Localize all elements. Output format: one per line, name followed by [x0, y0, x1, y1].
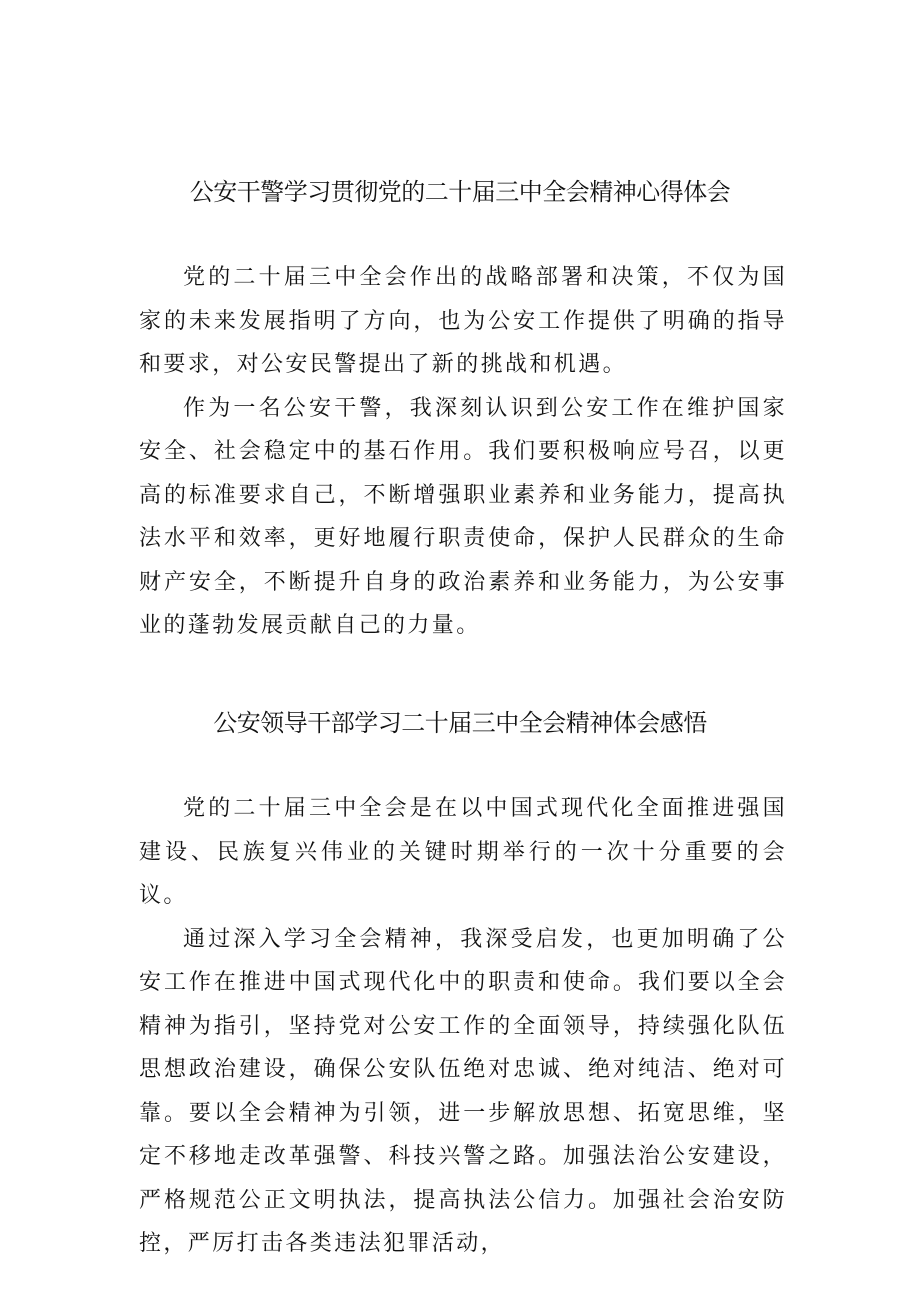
paragraph: 党的二十届三中全会作出的战略部署和决策，不仅为国家的未来发展指明了方向，也为公安工作提供了明确的指导和要求，对公安民警提出了新的挑战和机遇。 [139, 265, 787, 377]
paragraph: 作为一名公安干警，我深刻认识到公安工作在维护国家安全、社会稳定中的基石作用。我们要积极响应号召，以更高的标准要求自己，不断增强职业素养和业务能力，提高执法水平和效率，更好地履行职责使命，保护人民群众的生命财产安全，不断提升自身的政治素养和业务能力，为公安事业的蓬勃发展贡献自己的力量。 [139, 395, 787, 638]
paragraph: 党的二十届三中全会是在以中国式现代化全面推进强国建设、民族复兴伟业的关键时期举行的一次十分重要的会议。 [139, 796, 787, 908]
article-title-1: 公安干警学习贯彻党的二十届三中全会精神心得体会 [189, 178, 731, 206]
article-body-2 [139, 787, 787, 1266]
article-title-2: 公安领导干部学习二十届三中全会精神体会感悟 [213, 709, 707, 737]
article-body-1 [139, 256, 787, 648]
paragraph: 通过深入学习全会精神，我深受启发，也更加明确了公安工作在推进中国式现代化中的职责和使命。我们要以全会精神为指引，坚持党对公安工作的全面领导，持续强化队伍思想政治建设，确保公安队伍绝对忠诚、绝对纯洁、绝对可靠。要以全会精神为引领，进一步解放思想、拓宽思维，坚定不移地走改革强警、科技兴警之路。加强法治公安建设，严格规范公正文明执法，提高执法公信力。加强社会治安防控，严厉打击各类违法犯罪活动， [139, 926, 787, 1256]
